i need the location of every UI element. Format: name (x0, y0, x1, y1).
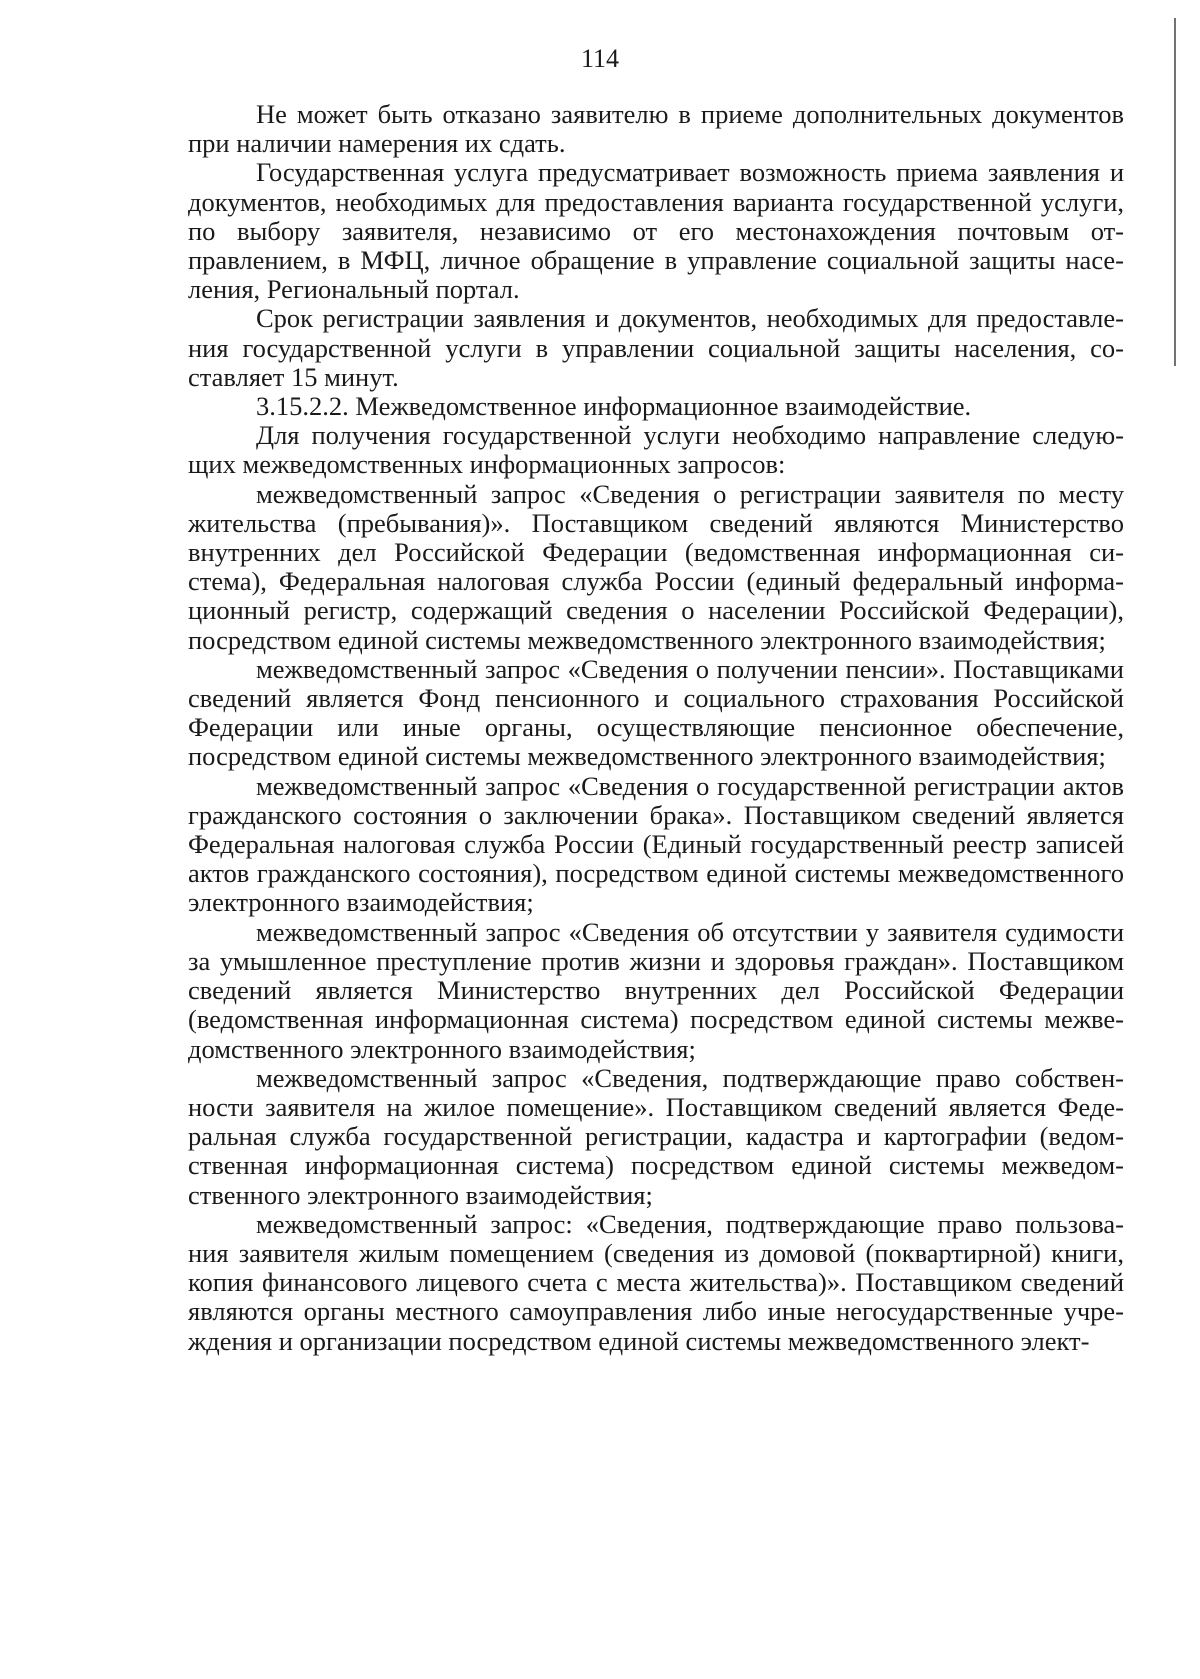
paragraph: Государственная услуга предусматривает возможность приема заявления и документов, необходимых для предоставления варианта государственной услуги, по выбору заявителя, независимо от его местонахождения почтовым отправлением, в МФЦ, личное обращение в управление социальной защиты населения, Региональный портал. (188, 157, 1124, 305)
paragraph: Для получения государственной услуги необходимо направление следующих межведомственных информационных запросов: (188, 420, 1124, 480)
page-number: 114 (580, 44, 620, 73)
list-item: межведомственный запрос «Сведения, подтверждающие право собственности заявителя на жилое помещение». Поставщиком сведений является Федеральная служба государственной регистрации, кадастра и картографии (ведомственная информационная система) посредством единой системы межведомственного электронного взаимодействия; (188, 1062, 1124, 1210)
list-item: межведомственный запрос «Сведения о регистрации заявителя по месту жительства (пребывания)». Поставщиком сведений являются Министерство внутренних дел Российской Федерации (ведомственная информационная система), Федеральная налоговая служба России (единый федеральный информационный регистр, содержащий сведения о населении Российской Федерации), посредством единой системы межведомственного электронного взаимодействия; (188, 478, 1124, 655)
section-heading: 3.15.2.2. Межведомственное информационное взаимодействие. (256, 391, 972, 422)
paragraph: Не может быть отказано заявителю в приеме дополнительных документов при наличии намерения их сдать. (188, 99, 1124, 159)
document-body (188, 100, 1124, 1356)
list-item: межведомственный запрос «Сведения об отсутствии у заявителя судимости за умышленное преступление против жизни и здоровья граждан». Поставщиком сведений является Министерство внутренних дел Российской Федерации (ведомственная информационная система) посредством единой системы межведомственного электронного взаимодействия; (188, 916, 1124, 1064)
list-item: межведомственный запрос «Сведения о получении пенсии». Поставщиками сведений является Фонд пенсионного и социального страхования Российской Федерации или иные органы, осуществляющие пенсионное обеспечение, посредством единой системы межведомственного электронного взаимодействия; (188, 653, 1124, 772)
paragraph: Срок регистрации заявления и документов, необходимых для предоставления государственной услуги в управлении социальной защиты населения, составляет 15 минут. (188, 303, 1124, 392)
list-item: межведомственный запрос «Сведения о государственной регистрации актов гражданского состояния о заключении брака». Поставщиком сведений является Федеральная налоговая служба России (Единый государственный реестр записей актов гражданского состояния), посредством единой системы межведомственного электронного взаимодействия; (188, 770, 1124, 918)
list-item: межведомственный запрос: «Сведения, подтверждающие право пользования заявителя жилым помещением (сведения из домовой (поквартирной) книги, копия финансового лицевого счета с места жительства)». Поставщиком сведений являются органы местного самоуправления либо иные негосударственные учреждения и организации посредством единой системы межведомственного элект- (188, 1208, 1124, 1356)
